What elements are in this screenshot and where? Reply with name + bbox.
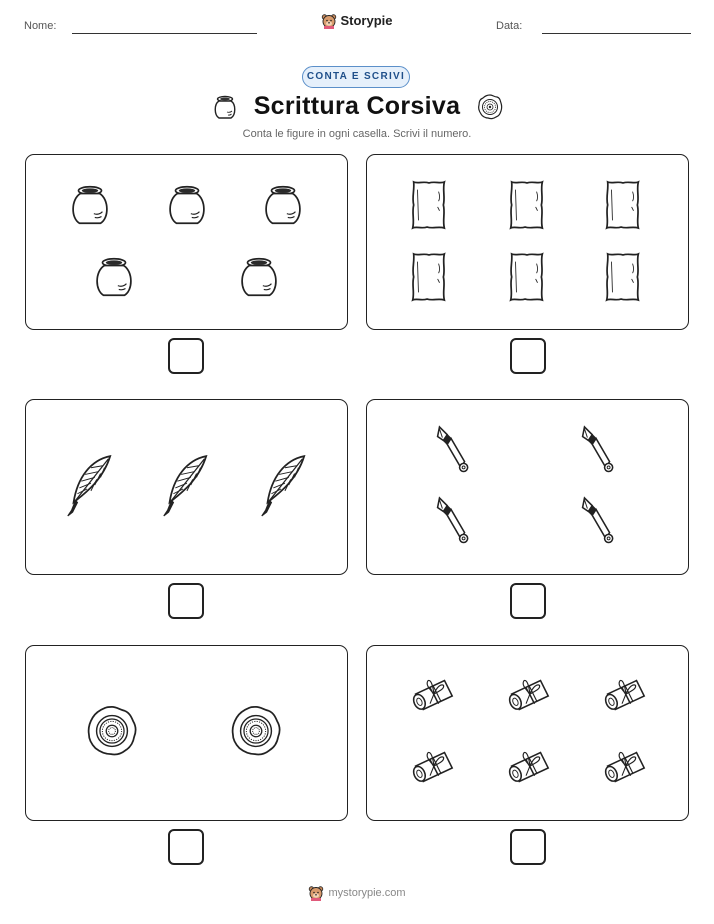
answer-box-wax-seals[interactable] — [168, 829, 204, 865]
footer-site[interactable]: mystorypie.com — [328, 887, 406, 899]
wax-seal-icon — [229, 704, 283, 758]
scroll-icon — [404, 674, 458, 718]
quill-feather-icon — [256, 452, 310, 522]
ink-pot-icon — [236, 254, 282, 300]
page-title: Scrittura Corsiva — [253, 92, 461, 120]
fountain-pen-icon — [433, 496, 473, 550]
scroll-icon — [596, 746, 650, 790]
count-panel-scrolls — [366, 645, 689, 821]
date-field-line[interactable] — [542, 33, 691, 34]
count-panel-pens — [366, 399, 689, 575]
answer-box-scrolls[interactable] — [510, 829, 546, 865]
scroll-icon — [500, 746, 554, 790]
scroll-icon — [596, 674, 650, 718]
ink-pot-icon — [67, 182, 113, 228]
answer-box-ink-pots[interactable] — [168, 338, 204, 374]
parchment-icon — [600, 178, 646, 232]
answer-box-quills[interactable] — [168, 583, 204, 619]
parchment-icon — [600, 250, 646, 304]
scroll-icon — [500, 674, 554, 718]
date-label: Data: — [496, 20, 523, 32]
quill-feather-icon — [62, 452, 116, 522]
fountain-pen-icon — [578, 496, 618, 550]
fountain-pen-icon — [578, 425, 618, 479]
count-panel-ink-pots — [25, 154, 348, 330]
brand-logo — [0, 12, 714, 29]
parchment-icon — [504, 250, 550, 304]
answer-box-parchments[interactable] — [510, 338, 546, 374]
instructions: Conta le figure in ogni casella. Scrivi il numero. — [242, 128, 472, 140]
wax-seal-icon — [85, 704, 139, 758]
ink-pot-icon — [260, 182, 306, 228]
bear-mascot-icon — [308, 885, 324, 901]
count-panel-wax-seals — [25, 645, 348, 821]
ink-pot-icon — [164, 182, 210, 228]
scroll-icon — [404, 746, 458, 790]
name-field-line[interactable] — [72, 33, 257, 34]
parchment-icon — [406, 250, 452, 304]
answer-box-pens[interactable] — [510, 583, 546, 619]
activity-badge: CONTA E SCRIVI — [302, 66, 410, 88]
wax-seal-icon — [476, 93, 504, 121]
footer — [0, 885, 714, 901]
parchment-icon — [504, 178, 550, 232]
name-label: Nome: — [24, 20, 57, 32]
brand-name: Storypie — [340, 13, 393, 29]
parchment-icon — [406, 178, 452, 232]
fountain-pen-icon — [433, 425, 473, 479]
ink-pot-icon — [91, 254, 137, 300]
quill-feather-icon — [158, 452, 212, 522]
bear-mascot-icon — [321, 13, 337, 29]
